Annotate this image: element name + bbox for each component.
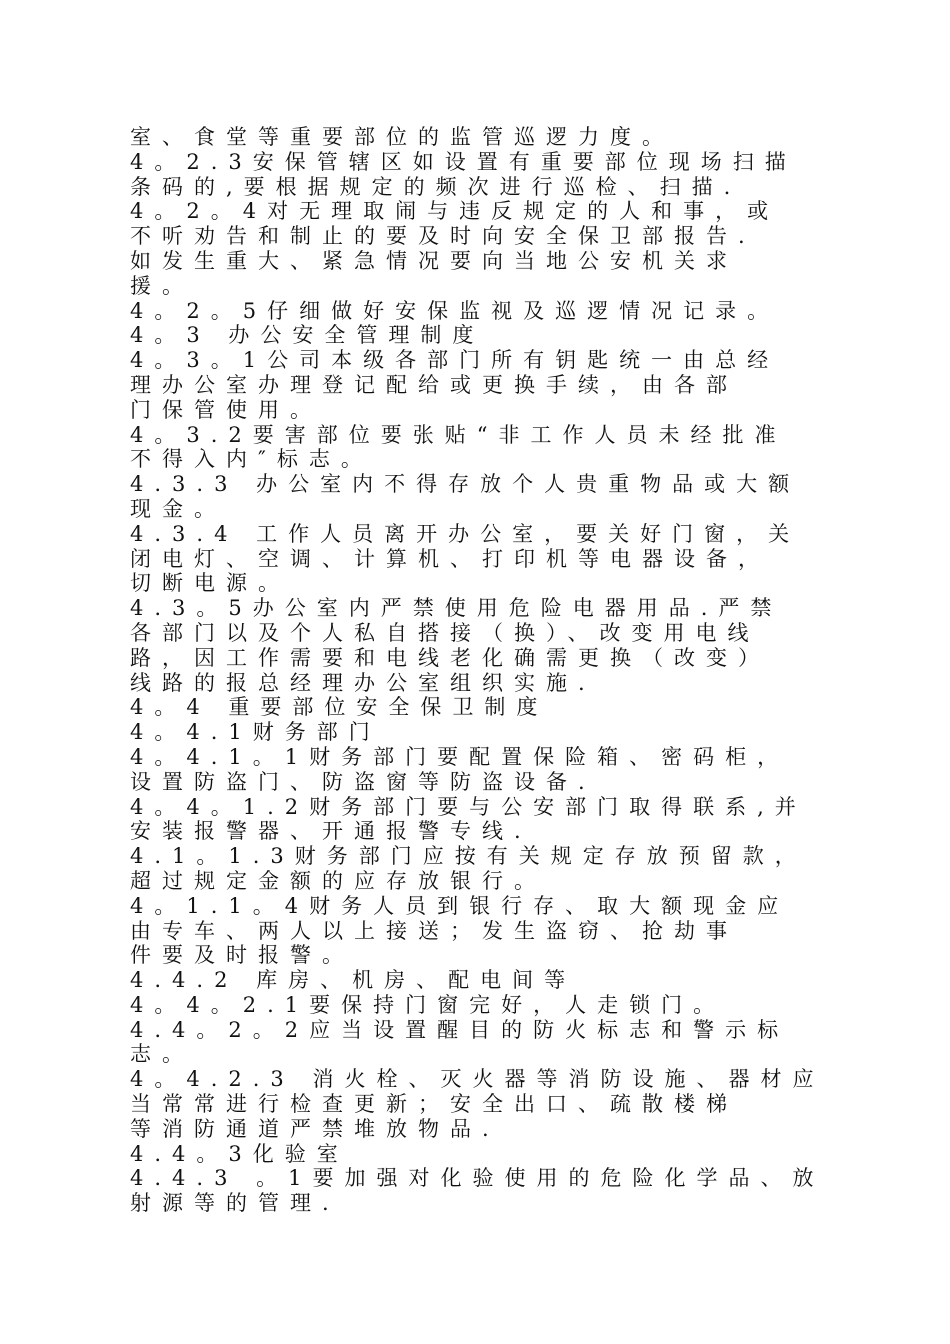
text-line: 路，因工作需要和电线老化确需更换（改变） (130, 645, 770, 670)
text-line: 条码的,要根据规定的频次进行巡检、扫描. (130, 174, 742, 199)
text-line: 不得入内″标志。 (130, 447, 373, 472)
text-line: 切断电源。 (130, 571, 290, 596)
document-body (130, 125, 825, 1216)
text-line: 4。4。2.1要保持门窗完好，人走锁门。 (130, 992, 726, 1017)
text-line: 不听劝告和制止的要及时向安全保卫部报告. (130, 224, 756, 249)
text-line: 4。1.1。4财务人员到银行存、取大额现金应 (130, 893, 790, 918)
subsection-heading: 4.4.2 库房、机房、配电间等 (130, 968, 577, 993)
text-line: 如发生重大、紧急情况要向当地公安机关求 (130, 248, 738, 273)
text-line: 援。 (130, 273, 194, 298)
section-heading: 4。3 办公安全管理制度 (130, 323, 485, 348)
text-line: 安装报警器、开通报警专线. (130, 819, 532, 844)
text-line: 等消防通道严禁堆放物品. (130, 1116, 500, 1141)
text-line: 件要及时报警。 (130, 943, 354, 968)
text-line: 4.4。2。2应当设置醒目的防火标志和警示标 (130, 1017, 790, 1042)
text-line: 志。 (130, 1042, 194, 1067)
section-heading: 4。4 重要部位安全保卫制度 (130, 695, 549, 720)
text-line: 4.3.3 办公室内不得存放个人贵重物品或大额 (130, 472, 801, 497)
text-line: 射源等的管理. (130, 1191, 340, 1216)
text-line: 4。2。4对无理取闹与违反规定的人和事，或 (130, 199, 780, 224)
text-line: 4。4.1。1财务部门要配置保险箱、密码柜， (130, 744, 790, 769)
text-line: 4。3.2要害部位要张贴“非工作人员未经批准 (130, 422, 787, 447)
text-line: 当常常进行检查更新；安全出口、疏散楼梯 (130, 1092, 738, 1117)
text-line: 4.3。5办公室内严禁使用危险电器用品.严禁 (130, 596, 783, 621)
text-line: 各部门以及个人私自搭接（换）、改变用电线 (130, 620, 760, 645)
subsection-heading: 4.4。3化验室 (130, 1141, 349, 1166)
text-line: 4.3.4 工作人员离开办公室，要关好门窗，关 (130, 521, 801, 546)
text-line: 门保管使用。 (130, 397, 322, 422)
text-line: 室、食堂等重要部位的监管巡逻力度。 (130, 125, 674, 149)
text-line: 由专车、两人以上接送；发生盗窃、抢劫事 (130, 918, 738, 943)
text-line: 4.4.3 。1要加强对化验使用的危险化学品、放 (130, 1166, 825, 1191)
subsection-heading: 4。4.1财务部门 (130, 720, 381, 745)
text-line: 超过规定金额的应存放银行。 (130, 868, 546, 893)
text-line: 现金。 (130, 496, 226, 521)
text-line: 4.1。1.3财务部门应按有关规定存放预留款， (130, 844, 807, 869)
text-line: 理办公室办理登记配给或更换手续，由各部 (130, 372, 738, 397)
text-line: 闭电灯、空调、计算机、打印机等电器设备， (130, 546, 770, 571)
text-line: 设置防盗门、防盗窗等防盗设备. (130, 769, 596, 794)
text-line: 4。2.3安保管辖区如设置有重要部位现场扫描 (130, 149, 797, 174)
text-line: 4。4。1.2财务部门要与公安部门取得联系,并 (130, 794, 807, 819)
text-line: 4。2。5仔细做好安保监视及巡逻情况记录。 (130, 298, 780, 323)
text-line: 4。3。1公司本级各部门所有钥匙统一由总经 (130, 348, 780, 373)
text-line: 线路的报总经理办公室组织实施. (130, 670, 596, 695)
text-line: 4。4.2.3 消火栓、灭火器等消防设施、器材应 (130, 1067, 825, 1092)
